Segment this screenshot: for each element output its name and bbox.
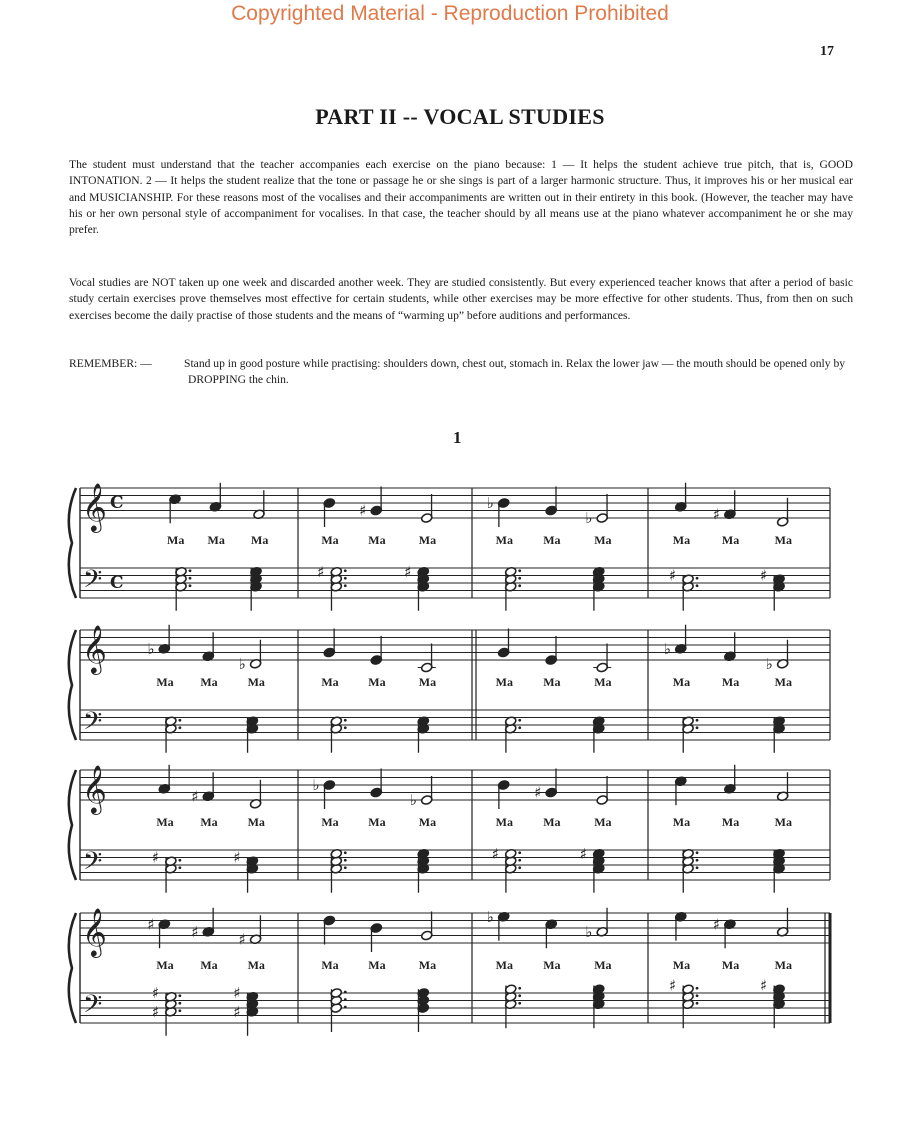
lyric-syllable: Ma <box>418 533 437 547</box>
lyric-syllable: Ma <box>321 675 339 689</box>
lyric-syllable: Ma <box>672 675 691 689</box>
dot <box>344 991 347 994</box>
sharp-icon: ♯ <box>233 1002 241 1021</box>
lyric-syllable: Ma <box>495 675 514 689</box>
sharp-icon: ♯ <box>404 562 412 581</box>
remember-text: Stand up in good posture while practising: shoulders down, chest out, stomach in. Relax the lower jaw — the mouth should be opened only by DROPPING the chin. <box>184 357 846 387</box>
lyric-syllable: Ma <box>721 815 740 829</box>
lyric-syllable: Ma <box>721 958 740 972</box>
sharp-icon: ♯ <box>760 976 768 995</box>
lyric-syllable: Ma <box>368 533 386 547</box>
dot <box>178 994 181 997</box>
dot <box>178 1009 181 1012</box>
dot <box>696 726 699 729</box>
lyric-syllable: Ma <box>495 533 514 547</box>
lyric-syllable: Ma <box>200 815 218 829</box>
dot <box>344 866 347 869</box>
sharp-icon: ♯ <box>534 783 542 802</box>
dot <box>518 569 521 572</box>
bass-clef-icon: 𝄢 <box>83 707 103 742</box>
dot <box>344 998 347 1001</box>
intro-paragraph: The student must understand that the teacher accompanies each exercise on the piano because: 1 — It helps the student achieve true pitch, that is, GOOD INTONATION. 2 — It helps the student realize that the tone or passage he or she sings is part of a larger harmonic structure. Thus, it improves his or her musical ear and MUSICIANSHIP. For these reasons most of the vocalises and their accompaniments are written out in their entirety in this book. (However, the teacher may have his or her own personal style of accompaniment for vocalises. In that case, the teacher should by all means use at the piano whatever accompaniment he or she may prefer. <box>69 158 853 237</box>
dot <box>178 726 181 729</box>
dot <box>344 577 347 580</box>
dot <box>189 584 192 587</box>
lyric-syllable: Ma <box>543 815 561 829</box>
brace <box>69 630 76 740</box>
lyric-syllable: Ma <box>594 533 612 547</box>
dot <box>696 577 699 580</box>
dot <box>518 866 521 869</box>
dot <box>696 859 699 862</box>
treble-clef-icon: 𝄞 <box>82 624 107 673</box>
dot <box>178 859 181 862</box>
dot <box>518 577 521 580</box>
lyric-syllable: Ma <box>200 958 218 972</box>
lyric-syllable: Ma <box>594 958 612 972</box>
sharp-icon: ♯ <box>233 984 241 1002</box>
lyric-syllable: Ma <box>721 533 740 547</box>
lyric-syllable: Ma <box>418 675 437 689</box>
lyric-syllable: Ma <box>418 958 437 972</box>
treble-clef-icon: 𝄞 <box>82 907 107 956</box>
sharp-icon: ♯ <box>712 505 721 524</box>
sharp-icon: ♯ <box>359 501 367 520</box>
common-time-icon: C <box>110 493 124 513</box>
flat-icon: ♭ <box>238 654 246 673</box>
brace <box>69 913 76 1023</box>
sharp-icon: ♯ <box>579 844 587 863</box>
lyric-syllable: Ma <box>543 675 561 689</box>
lyric-syllable: Ma <box>200 675 218 689</box>
dot <box>518 726 521 729</box>
lyric-syllable: Ma <box>672 533 691 547</box>
lyric-syllable: Ma <box>247 958 265 972</box>
brace <box>69 488 76 598</box>
sharp-icon: ♯ <box>151 848 160 867</box>
dot <box>344 851 347 854</box>
lyric-syllable: Ma <box>251 533 269 547</box>
dot <box>189 577 192 580</box>
flat-icon: ♭ <box>409 791 417 809</box>
dot <box>344 859 347 862</box>
dot <box>696 584 699 587</box>
dot <box>518 719 521 722</box>
sharp-icon: ♯ <box>147 915 155 934</box>
lyric-syllable: Ma <box>495 815 514 829</box>
sharp-icon: ♯ <box>151 984 160 1002</box>
lyric-syllable: Ma <box>418 815 437 829</box>
sharp-icon: ♯ <box>760 566 768 585</box>
vocal-studies-paragraph: Vocal studies are NOT taken up one week and discarded another week. They are studied consistently. But every experienced teacher knows that after a period of basic study certain exercises prove themselves most effective for certain students, while other exercises may be more effective for other students. Thus, from then on such exercises become the daily practise of those students and the means of “warming up” before auditions and performances. <box>69 276 853 322</box>
lyric-syllable: Ma <box>368 675 386 689</box>
dot <box>518 994 521 997</box>
flat-icon: ♭ <box>663 639 671 658</box>
treble-clef-icon: 𝄞 <box>82 764 107 813</box>
lyric-syllable: Ma <box>247 815 265 829</box>
lyric-syllable: Ma <box>543 958 561 972</box>
lyric-syllable: Ma <box>321 958 339 972</box>
lyric-syllable: Ma <box>774 675 793 689</box>
dot <box>344 569 347 572</box>
dot <box>178 866 181 869</box>
flat-icon: ♭ <box>486 494 494 512</box>
flat-icon: ♭ <box>147 639 155 658</box>
sharp-icon: ♯ <box>238 930 246 949</box>
dot <box>344 719 347 722</box>
sharp-icon: ♯ <box>191 787 199 806</box>
dot <box>178 719 181 722</box>
dot <box>518 1002 521 1005</box>
lyric-syllable: Ma <box>594 675 612 689</box>
page-number: 17 <box>820 44 834 59</box>
dot <box>189 569 192 572</box>
sharp-icon: ♯ <box>233 848 241 867</box>
dot <box>696 994 699 997</box>
lyric-syllable: Ma <box>156 815 174 829</box>
common-time-icon: C <box>110 573 124 593</box>
dot <box>696 719 699 722</box>
lyric-syllable: Ma <box>774 533 793 547</box>
lyric-syllable: Ma <box>721 675 740 689</box>
dot <box>344 584 347 587</box>
flat-icon: ♭ <box>312 776 320 794</box>
sharp-icon: ♯ <box>191 922 199 941</box>
sharp-icon: ♯ <box>151 1002 160 1021</box>
sharp-icon: ♯ <box>317 562 325 581</box>
lyric-syllable: Ma <box>156 675 174 689</box>
watermark: Copyrighted Material - Reproduction Prohibited <box>231 2 669 25</box>
lyric-syllable: Ma <box>321 815 339 829</box>
dot <box>696 851 699 854</box>
lyric-syllable: Ma <box>368 815 386 829</box>
sharp-icon: ♯ <box>669 566 677 585</box>
sharp-icon: ♯ <box>712 915 721 934</box>
lyric-syllable: Ma <box>321 533 339 547</box>
lyric-syllable: Ma <box>368 958 386 972</box>
page-title: PART II -- VOCAL STUDIES <box>315 104 605 129</box>
dot <box>696 866 699 869</box>
lyric-syllable: Ma <box>495 958 514 972</box>
remember-label: REMEMBER: — <box>69 357 152 370</box>
lyric-syllable: Ma <box>594 815 612 829</box>
flat-icon: ♭ <box>486 907 494 926</box>
lyric-syllable: Ma <box>672 958 691 972</box>
dot <box>344 726 347 729</box>
lyric-syllable: Ma <box>207 533 225 547</box>
lyric-syllable: Ma <box>774 815 793 829</box>
dot <box>178 1002 181 1005</box>
lyric-syllable: Ma <box>543 533 561 547</box>
brace <box>69 770 76 880</box>
sharp-icon: ♯ <box>491 844 499 863</box>
flat-icon: ♭ <box>585 922 593 941</box>
lyric-syllable: Ma <box>672 815 691 829</box>
lyric-syllable: Ma <box>156 958 174 972</box>
dot <box>696 1002 699 1005</box>
exercise-number: 1 <box>453 428 462 447</box>
dot <box>696 987 699 990</box>
lyric-syllable: Ma <box>247 675 265 689</box>
treble-clef-icon: 𝄞 <box>82 482 107 531</box>
dot <box>518 584 521 587</box>
bass-clef-icon: 𝄢 <box>83 847 103 882</box>
lyric-syllable: Ma <box>167 533 185 547</box>
lyric-syllable: Ma <box>774 958 793 972</box>
dot <box>344 1006 347 1009</box>
dot <box>518 987 521 990</box>
sharp-icon: ♯ <box>669 976 677 995</box>
bass-clef-icon: 𝄢 <box>83 565 103 600</box>
flat-icon: ♭ <box>585 509 593 527</box>
bass-clef-icon: 𝄢 <box>83 990 103 1025</box>
flat-icon: ♭ <box>765 654 773 673</box>
dot <box>518 851 521 854</box>
dot <box>518 859 521 862</box>
